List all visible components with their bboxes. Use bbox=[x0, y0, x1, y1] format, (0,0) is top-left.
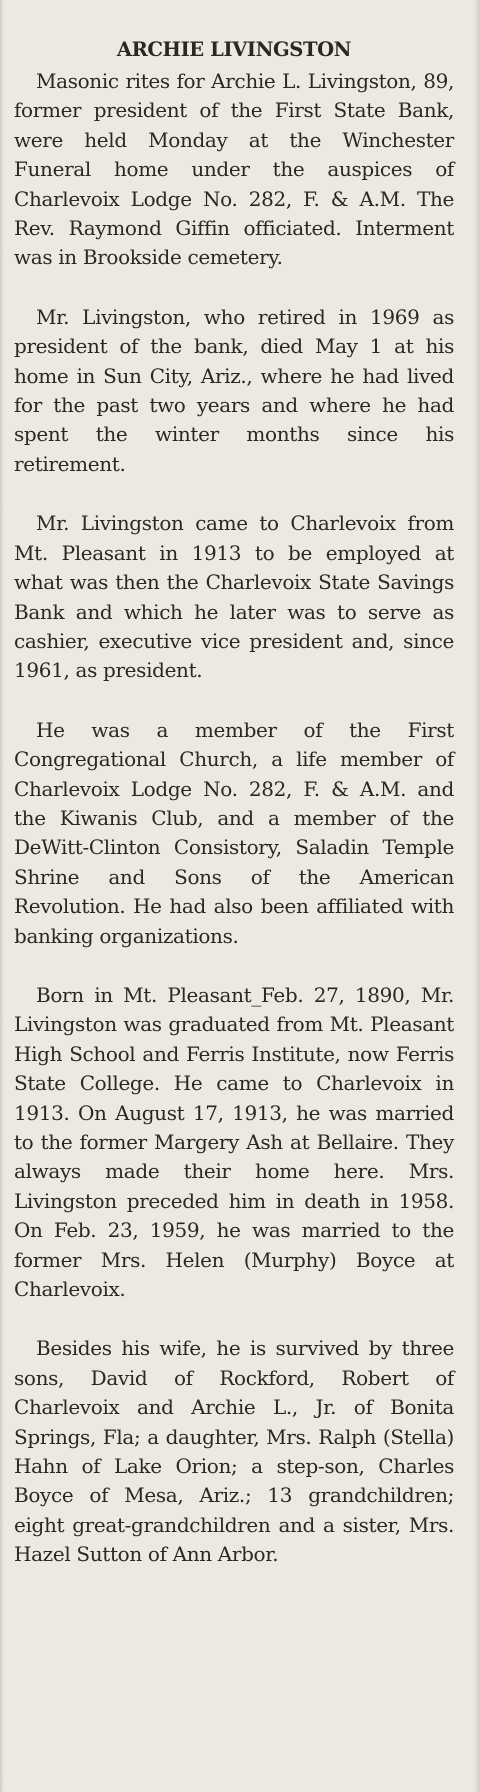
obituary-headline: ARCHIE LIVINGSTON bbox=[116, 38, 352, 61]
paragraph-retirement: Mr. Livingston, who retired in 1969 as president of the bank, died May 1 at his home in Sun City, Ariz., where he had lived for the past two years and where he had spent the winter months since his retirement. bbox=[14, 304, 454, 476]
paragraph-biography: Born in Mt. Pleasant_Feb. 27, 1890, Mr. Livingston was graduated from Mt. Pleasant High School and Ferris Institute, now Ferris State College. He came to Charlevoix in 1913. On August 17, 1913, he was married to the former Margery Ash at Bellaire. They always made their home here. Mrs. Livingston preceded him in death in 1958. On Feb. 23, 1959, he was married to the former Mrs. Helen (Murphy) Boyce at Charlevoix. bbox=[14, 982, 454, 1302]
paragraph-memberships: He was a member of the First Congregational Church, a life member of Charlevoix Lodge No. 282, F. & A.M. and the Kiwanis Club, and a member of the DeWitt-Clinton Consistory, Saladin Temple Shrine and Sons of the American Revolution. He had also been affiliated with banking organizations. bbox=[14, 717, 454, 948]
paragraph-masonic-rites: Masonic rites for Archie L. Livingston, 89, former president of the First State Bank, were held Monday at the Winchester Funeral home under the auspices of Charlevoix Lodge No. 282, F. & A.M. The Rev. Raymond Giffin officiated. Interment was in Brookside cemetery. bbox=[14, 69, 454, 270]
paragraph-survivors: Besides his wife, he is survived by three sons, David of Rockford, Robert of Charlevoix and Archie L., Jr. of Bonita Springs, Fla; a daughter, Mrs. Ralph (Stella) Hahn of Lake Orion; a step-son, Charles Boyce of Mesa, Ariz.; 13 grandchildren; eight great-grandchildren and a sister, Mrs. Hazel Sutton of Ann Arbor. bbox=[14, 1336, 454, 1567]
paragraph-career: Mr. Livingston came to Charlevoix from Mt. Pleasant in 1913 to be employed at what was then the Charlevoix State Savings Bank and which he later was to serve as cashier, executive vice president and, since 1961, as president. bbox=[14, 511, 454, 683]
